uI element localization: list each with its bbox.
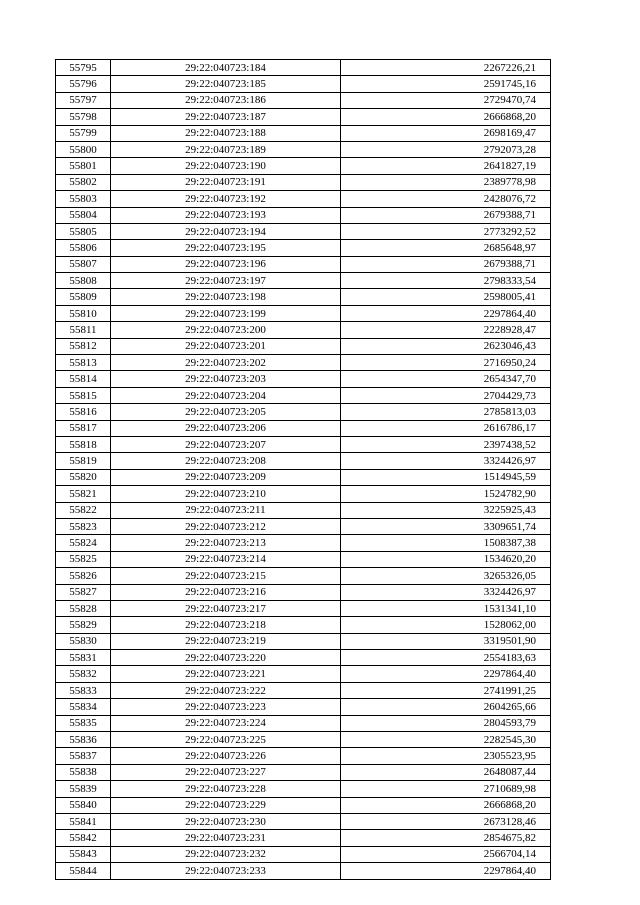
cadastral-value-cell: 3225925,43 bbox=[341, 502, 551, 518]
table-row bbox=[56, 273, 551, 289]
cadastral-value-cell: 2228928,47 bbox=[341, 322, 551, 338]
row-number-cell: 55798 bbox=[56, 109, 111, 125]
table-row bbox=[56, 600, 551, 616]
cadastral-number-cell: 29:22:040723:207 bbox=[111, 436, 341, 452]
table-row bbox=[56, 191, 551, 207]
cadastral-number-cell: 29:22:040723:188 bbox=[111, 125, 341, 141]
table-body bbox=[56, 60, 551, 880]
cadastral-value-cell: 2679388,71 bbox=[341, 256, 551, 272]
table-row bbox=[56, 715, 551, 731]
row-number-cell: 55832 bbox=[56, 666, 111, 682]
table-row bbox=[56, 436, 551, 452]
cadastral-number-cell: 29:22:040723:219 bbox=[111, 633, 341, 649]
row-number-cell: 55807 bbox=[56, 256, 111, 272]
cadastral-number-cell: 29:22:040723:206 bbox=[111, 420, 341, 436]
cadastral-value-cell: 2305523,95 bbox=[341, 748, 551, 764]
table-row bbox=[56, 338, 551, 354]
cadastral-number-cell: 29:22:040723:217 bbox=[111, 600, 341, 616]
cadastral-value-cell: 1534620,20 bbox=[341, 551, 551, 567]
row-number-cell: 55829 bbox=[56, 617, 111, 633]
table-row bbox=[56, 518, 551, 534]
cadastral-number-cell: 29:22:040723:186 bbox=[111, 92, 341, 108]
table-row bbox=[56, 764, 551, 780]
row-number-cell: 55823 bbox=[56, 518, 111, 534]
cadastral-number-cell: 29:22:040723:191 bbox=[111, 174, 341, 190]
cadastral-value-cell: 2604265,66 bbox=[341, 699, 551, 715]
cadastral-number-cell: 29:22:040723:184 bbox=[111, 60, 341, 76]
cadastral-number-cell: 29:22:040723:202 bbox=[111, 355, 341, 371]
cadastral-value-cell: 1528062,00 bbox=[341, 617, 551, 633]
cadastral-value-cell: 1508387,38 bbox=[341, 535, 551, 551]
cadastral-number-cell: 29:22:040723:227 bbox=[111, 764, 341, 780]
cadastral-value-cell: 2792073,28 bbox=[341, 141, 551, 157]
row-number-cell: 55835 bbox=[56, 715, 111, 731]
row-number-cell: 55806 bbox=[56, 240, 111, 256]
table-row bbox=[56, 863, 551, 879]
table-row bbox=[56, 420, 551, 436]
cadastral-value-cell: 2673128,46 bbox=[341, 813, 551, 829]
cadastral-number-cell: 29:22:040723:192 bbox=[111, 191, 341, 207]
cadastral-value-cell: 2654347,70 bbox=[341, 371, 551, 387]
cadastral-number-cell: 29:22:040723:213 bbox=[111, 535, 341, 551]
cadastral-value-cell: 2698169,47 bbox=[341, 125, 551, 141]
table-row bbox=[56, 141, 551, 157]
cadastral-number-cell: 29:22:040723:229 bbox=[111, 797, 341, 813]
cadastral-number-cell: 29:22:040723:214 bbox=[111, 551, 341, 567]
row-number-cell: 55799 bbox=[56, 125, 111, 141]
table-row bbox=[56, 568, 551, 584]
table-row bbox=[56, 797, 551, 813]
cadastral-value-cell: 3265326,05 bbox=[341, 568, 551, 584]
cadastral-number-cell: 29:22:040723:209 bbox=[111, 469, 341, 485]
table-row bbox=[56, 633, 551, 649]
table-row bbox=[56, 830, 551, 846]
cadastral-number-cell: 29:22:040723:231 bbox=[111, 830, 341, 846]
cadastral-value-cell: 2267226,21 bbox=[341, 60, 551, 76]
row-number-cell: 55802 bbox=[56, 174, 111, 190]
cadastral-value-cell: 2297864,40 bbox=[341, 305, 551, 321]
cadastral-value-cell: 1531341,10 bbox=[341, 600, 551, 616]
row-number-cell: 55842 bbox=[56, 830, 111, 846]
row-number-cell: 55819 bbox=[56, 453, 111, 469]
cadastral-value-cell: 2591745,16 bbox=[341, 76, 551, 92]
cadastral-number-cell: 29:22:040723:224 bbox=[111, 715, 341, 731]
row-number-cell: 55843 bbox=[56, 846, 111, 862]
cadastral-number-cell: 29:22:040723:193 bbox=[111, 207, 341, 223]
table-row bbox=[56, 240, 551, 256]
row-number-cell: 55826 bbox=[56, 568, 111, 584]
row-number-cell: 55844 bbox=[56, 863, 111, 879]
row-number-cell: 55818 bbox=[56, 436, 111, 452]
cadastral-value-cell: 2428076,72 bbox=[341, 191, 551, 207]
row-number-cell: 55830 bbox=[56, 633, 111, 649]
table-row bbox=[56, 223, 551, 239]
table-row bbox=[56, 355, 551, 371]
table-row bbox=[56, 732, 551, 748]
cadastral-number-cell: 29:22:040723:190 bbox=[111, 158, 341, 174]
table-row bbox=[56, 60, 551, 76]
cadastral-number-cell: 29:22:040723:203 bbox=[111, 371, 341, 387]
row-number-cell: 55801 bbox=[56, 158, 111, 174]
row-number-cell: 55810 bbox=[56, 305, 111, 321]
cadastral-value-cell: 2741991,25 bbox=[341, 682, 551, 698]
cadastral-number-cell: 29:22:040723:185 bbox=[111, 76, 341, 92]
row-number-cell: 55815 bbox=[56, 387, 111, 403]
cadastral-value-table bbox=[55, 59, 551, 880]
cadastral-value-cell: 2648087,44 bbox=[341, 764, 551, 780]
cadastral-number-cell: 29:22:040723:198 bbox=[111, 289, 341, 305]
table-row bbox=[56, 404, 551, 420]
cadastral-number-cell: 29:22:040723:205 bbox=[111, 404, 341, 420]
cadastral-value-cell: 2554183,63 bbox=[341, 650, 551, 666]
table-row bbox=[56, 322, 551, 338]
cadastral-value-cell: 2641827,19 bbox=[341, 158, 551, 174]
row-number-cell: 55822 bbox=[56, 502, 111, 518]
row-number-cell: 55841 bbox=[56, 813, 111, 829]
cadastral-number-cell: 29:22:040723:233 bbox=[111, 863, 341, 879]
cadastral-number-cell: 29:22:040723:223 bbox=[111, 699, 341, 715]
table-row bbox=[56, 125, 551, 141]
cadastral-number-cell: 29:22:040723:226 bbox=[111, 748, 341, 764]
cadastral-value-cell: 2389778,98 bbox=[341, 174, 551, 190]
cadastral-number-cell: 29:22:040723:200 bbox=[111, 322, 341, 338]
cadastral-value-cell: 2854675,82 bbox=[341, 830, 551, 846]
row-number-cell: 55836 bbox=[56, 732, 111, 748]
cadastral-number-cell: 29:22:040723:228 bbox=[111, 781, 341, 797]
table-row bbox=[56, 256, 551, 272]
table-row bbox=[56, 305, 551, 321]
table-row bbox=[56, 551, 551, 567]
cadastral-value-cell: 2716950,24 bbox=[341, 355, 551, 371]
table-row bbox=[56, 387, 551, 403]
cadastral-value-cell: 2623046,43 bbox=[341, 338, 551, 354]
cadastral-value-cell: 2704429,73 bbox=[341, 387, 551, 403]
table-row bbox=[56, 207, 551, 223]
cadastral-number-cell: 29:22:040723:194 bbox=[111, 223, 341, 239]
row-number-cell: 55803 bbox=[56, 191, 111, 207]
cadastral-value-cell: 1524782,90 bbox=[341, 486, 551, 502]
row-number-cell: 55834 bbox=[56, 699, 111, 715]
cadastral-number-cell: 29:22:040723:201 bbox=[111, 338, 341, 354]
cadastral-number-cell: 29:22:040723:222 bbox=[111, 682, 341, 698]
table-row bbox=[56, 699, 551, 715]
cadastral-value-cell: 2685648,97 bbox=[341, 240, 551, 256]
cadastral-number-cell: 29:22:040723:216 bbox=[111, 584, 341, 600]
table-row bbox=[56, 158, 551, 174]
cadastral-number-cell: 29:22:040723:232 bbox=[111, 846, 341, 862]
cadastral-number-cell: 29:22:040723:210 bbox=[111, 486, 341, 502]
cadastral-number-cell: 29:22:040723:230 bbox=[111, 813, 341, 829]
row-number-cell: 55827 bbox=[56, 584, 111, 600]
table-row bbox=[56, 650, 551, 666]
row-number-cell: 55797 bbox=[56, 92, 111, 108]
cadastral-value-cell: 2282545,30 bbox=[341, 732, 551, 748]
table-row bbox=[56, 469, 551, 485]
table-row bbox=[56, 682, 551, 698]
cadastral-number-cell: 29:22:040723:199 bbox=[111, 305, 341, 321]
row-number-cell: 55817 bbox=[56, 420, 111, 436]
cadastral-value-cell: 2804593,79 bbox=[341, 715, 551, 731]
cadastral-value-cell: 2297864,40 bbox=[341, 666, 551, 682]
table-row bbox=[56, 502, 551, 518]
row-number-cell: 55816 bbox=[56, 404, 111, 420]
cadastral-number-cell: 29:22:040723:221 bbox=[111, 666, 341, 682]
row-number-cell: 55828 bbox=[56, 600, 111, 616]
row-number-cell: 55813 bbox=[56, 355, 111, 371]
cadastral-number-cell: 29:22:040723:218 bbox=[111, 617, 341, 633]
row-number-cell: 55796 bbox=[56, 76, 111, 92]
cadastral-value-cell: 2710689,98 bbox=[341, 781, 551, 797]
table-row bbox=[56, 76, 551, 92]
cadastral-value-cell: 2397438,52 bbox=[341, 436, 551, 452]
cadastral-value-cell: 2297864,40 bbox=[341, 863, 551, 879]
table-row bbox=[56, 666, 551, 682]
table-row bbox=[56, 174, 551, 190]
table-row bbox=[56, 289, 551, 305]
row-number-cell: 55840 bbox=[56, 797, 111, 813]
cadastral-number-cell: 29:22:040723:197 bbox=[111, 273, 341, 289]
cadastral-number-cell: 29:22:040723:208 bbox=[111, 453, 341, 469]
cadastral-value-cell: 3324426,97 bbox=[341, 584, 551, 600]
cadastral-number-cell: 29:22:040723:187 bbox=[111, 109, 341, 125]
cadastral-value-cell: 2666868,20 bbox=[341, 109, 551, 125]
row-number-cell: 55808 bbox=[56, 273, 111, 289]
table-row bbox=[56, 846, 551, 862]
row-number-cell: 55814 bbox=[56, 371, 111, 387]
cadastral-value-cell: 2729470,74 bbox=[341, 92, 551, 108]
table-row bbox=[56, 813, 551, 829]
cadastral-value-cell: 3319501,90 bbox=[341, 633, 551, 649]
cadastral-number-cell: 29:22:040723:212 bbox=[111, 518, 341, 534]
row-number-cell: 55838 bbox=[56, 764, 111, 780]
row-number-cell: 55820 bbox=[56, 469, 111, 485]
row-number-cell: 55821 bbox=[56, 486, 111, 502]
row-number-cell: 55824 bbox=[56, 535, 111, 551]
cadastral-number-cell: 29:22:040723:204 bbox=[111, 387, 341, 403]
table-row bbox=[56, 748, 551, 764]
cadastral-value-cell: 2616786,17 bbox=[341, 420, 551, 436]
row-number-cell: 55833 bbox=[56, 682, 111, 698]
cadastral-value-cell: 2785813,03 bbox=[341, 404, 551, 420]
table-row bbox=[56, 781, 551, 797]
row-number-cell: 55805 bbox=[56, 223, 111, 239]
row-number-cell: 55825 bbox=[56, 551, 111, 567]
row-number-cell: 55795 bbox=[56, 60, 111, 76]
row-number-cell: 55831 bbox=[56, 650, 111, 666]
table-row bbox=[56, 535, 551, 551]
cadastral-number-cell: 29:22:040723:195 bbox=[111, 240, 341, 256]
cadastral-value-cell: 2666868,20 bbox=[341, 797, 551, 813]
row-number-cell: 55837 bbox=[56, 748, 111, 764]
cadastral-number-cell: 29:22:040723:220 bbox=[111, 650, 341, 666]
cadastral-value-cell: 3309651,74 bbox=[341, 518, 551, 534]
table-row bbox=[56, 617, 551, 633]
row-number-cell: 55811 bbox=[56, 322, 111, 338]
cadastral-value-cell: 2798333,54 bbox=[341, 273, 551, 289]
cadastral-value-cell: 1514945,59 bbox=[341, 469, 551, 485]
row-number-cell: 55839 bbox=[56, 781, 111, 797]
table-row bbox=[56, 584, 551, 600]
row-number-cell: 55812 bbox=[56, 338, 111, 354]
cadastral-number-cell: 29:22:040723:215 bbox=[111, 568, 341, 584]
table-row bbox=[56, 109, 551, 125]
table-row bbox=[56, 453, 551, 469]
table-row bbox=[56, 92, 551, 108]
cadastral-value-cell: 3324426,97 bbox=[341, 453, 551, 469]
row-number-cell: 55804 bbox=[56, 207, 111, 223]
cadastral-number-cell: 29:22:040723:189 bbox=[111, 141, 341, 157]
cadastral-number-cell: 29:22:040723:211 bbox=[111, 502, 341, 518]
table-row bbox=[56, 371, 551, 387]
cadastral-number-cell: 29:22:040723:225 bbox=[111, 732, 341, 748]
cadastral-value-cell: 2598005,41 bbox=[341, 289, 551, 305]
cadastral-value-cell: 2679388,71 bbox=[341, 207, 551, 223]
cadastral-value-cell: 2566704,14 bbox=[341, 846, 551, 862]
row-number-cell: 55809 bbox=[56, 289, 111, 305]
cadastral-number-cell: 29:22:040723:196 bbox=[111, 256, 341, 272]
row-number-cell: 55800 bbox=[56, 141, 111, 157]
table-row bbox=[56, 486, 551, 502]
cadastral-value-cell: 2773292,52 bbox=[341, 223, 551, 239]
